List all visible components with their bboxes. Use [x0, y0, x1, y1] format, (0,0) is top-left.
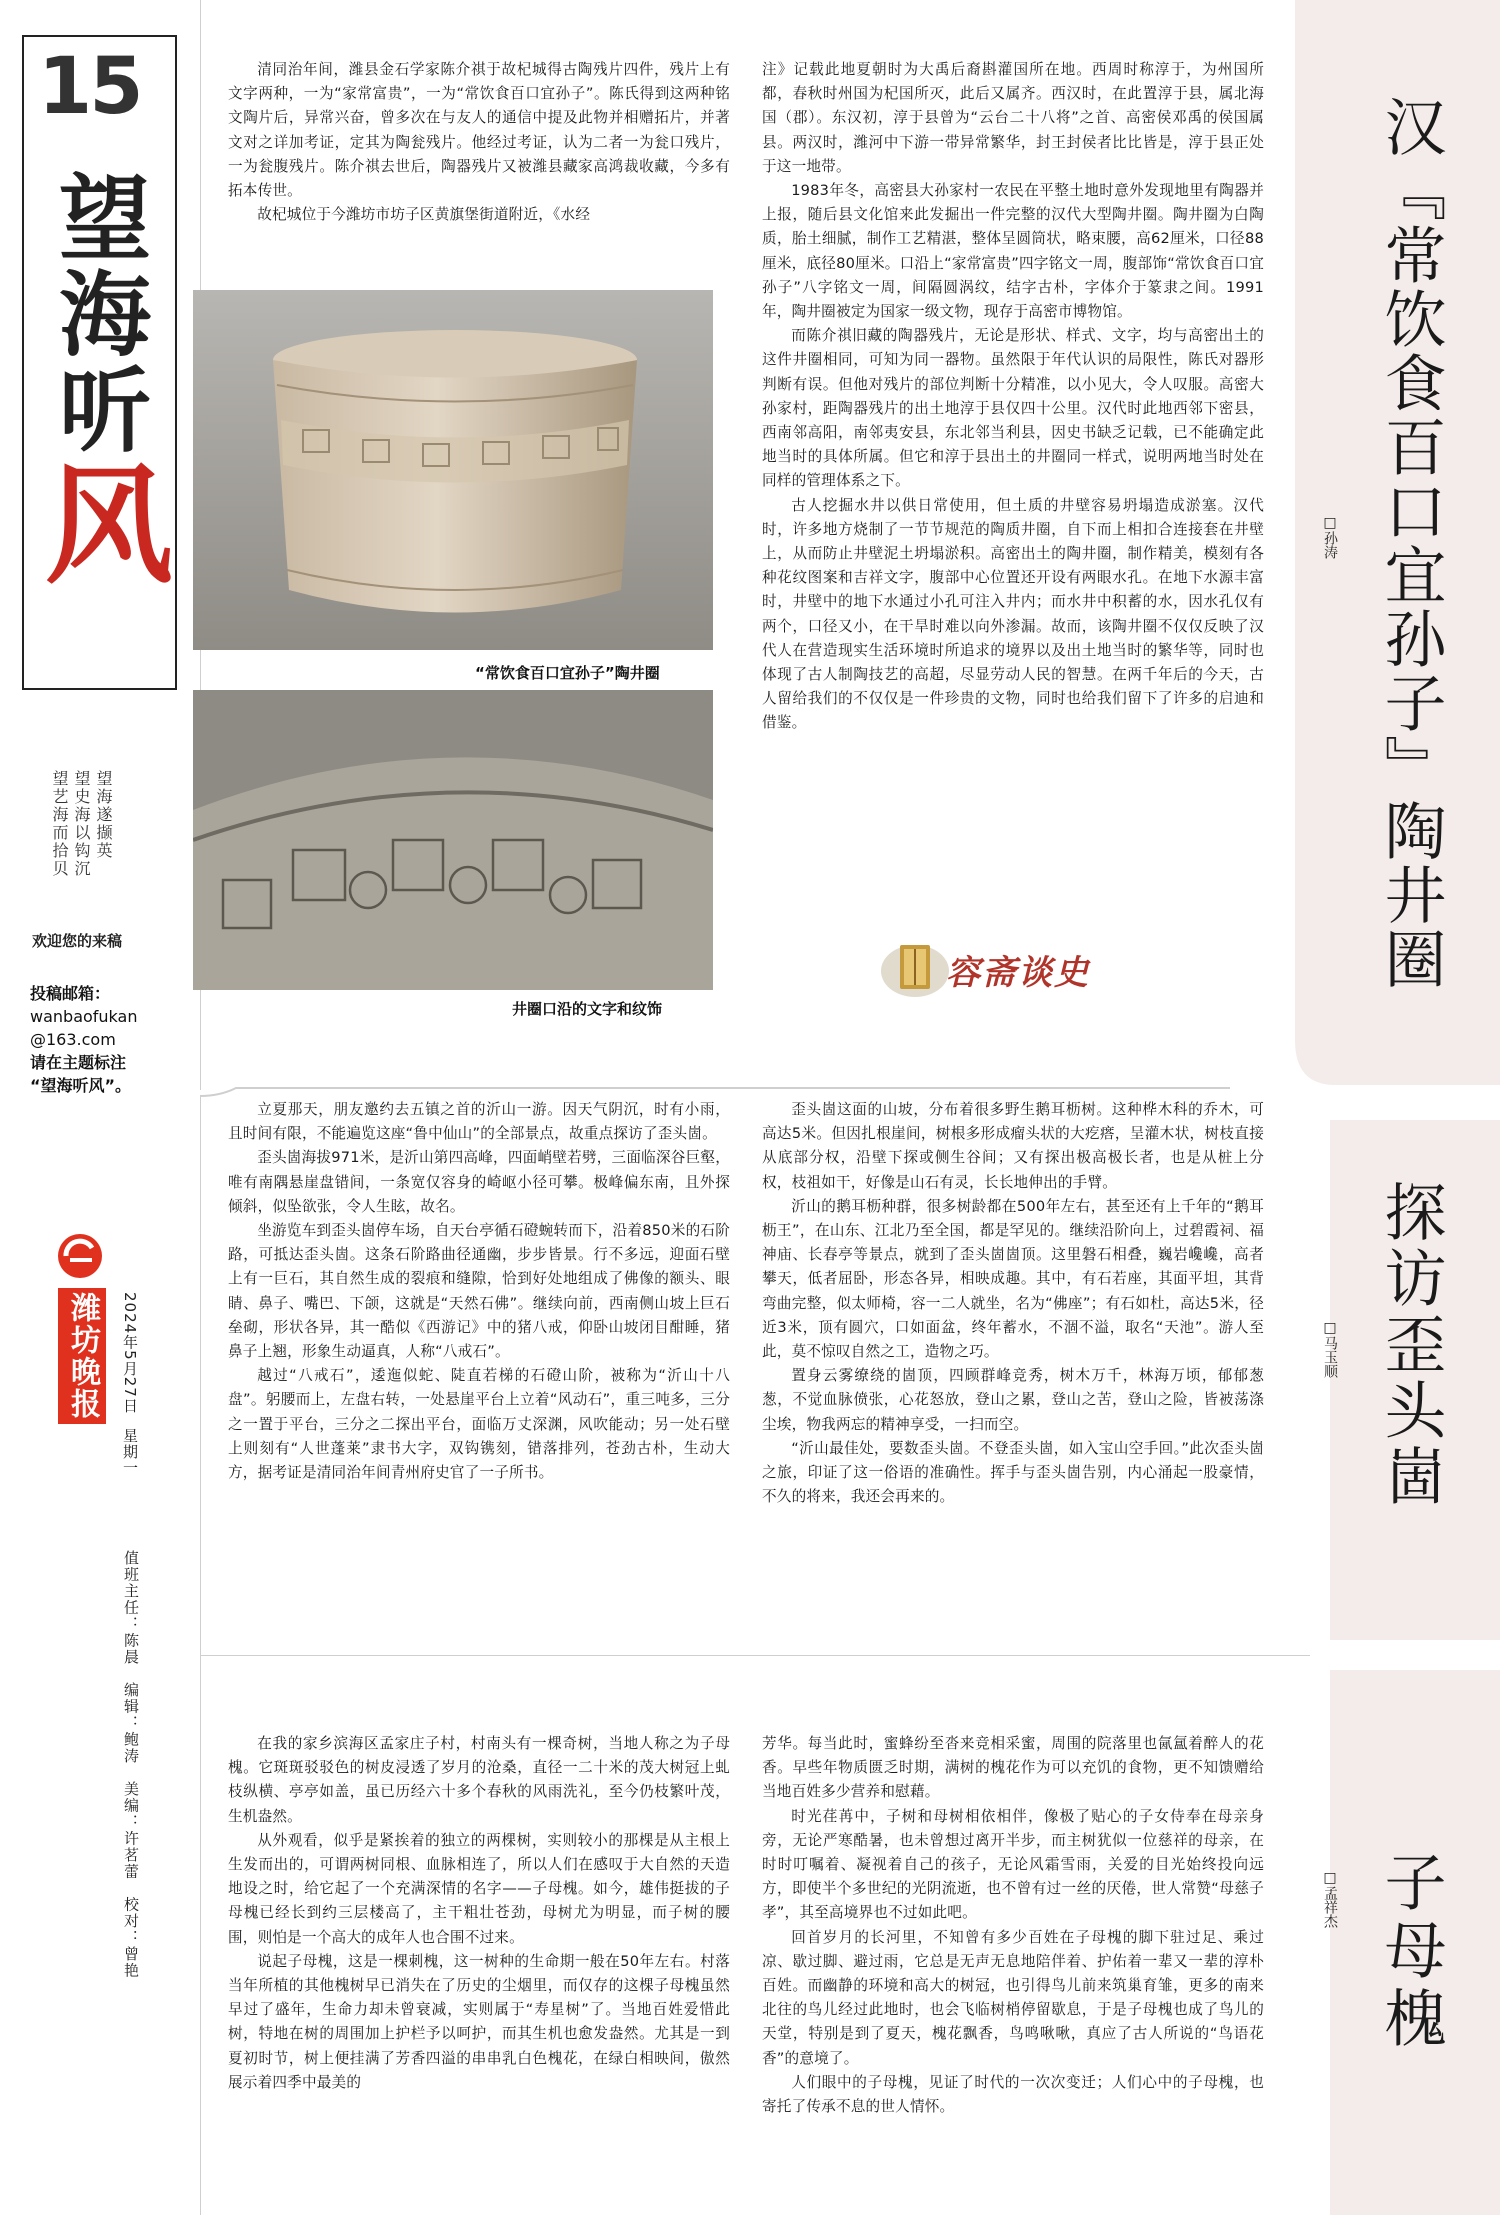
section-separator — [200, 1040, 1300, 1100]
article3-para: 芳华。每当此时，蜜蜂纷至沓来竞相采蜜，周围的院落里也氤氲着醉人的花香。早些年物质匮乏时期，满树的槐花作为可以充饥的食物，更不知馈赠给当地百姓多少营养和慰藉。 — [762, 1735, 1264, 1801]
article2-body-left — [228, 1098, 730, 1485]
note-line: 请在主题标注 — [30, 1053, 127, 1072]
motto-line: 望艺海而拾贝 — [50, 770, 69, 878]
article2-para: 歪头崮这面的山坡，分布着很多野生鹅耳枥树。这种桦木科的乔木，可高达5米。但因扎根崖间，树根多形成瘤头状的大疙瘩，呈灌木状，树枝直接从底部分权，沿壁下探或侧生谷间；又有探出极高极长者，也是从桩上分权，枝祖如干，好像是山石有灵，长长地伸出的手臂。 — [762, 1101, 1264, 1191]
paper-logo — [52, 1230, 112, 1430]
photo2-caption: 井圈口沿的文字和纹饰 — [512, 1000, 663, 1018]
article1-para: 注》记载此地夏朝时为大禹后裔斟灌国所在地。西周时称淳于，为州国所都，春秋时州国为杞国所灭，此后又属齐。西汉时，在此置淳于县，属北海国（郡）。东汉初，淳于县曾为“云台二十八将”之首、高密侯邓禹的侯国属县。两汉时，潍河中下游一带异常繁华，封王封侯者比比皆是，淳于县正处于这一地带。 — [762, 61, 1264, 175]
article3-para: 说起子母槐，这是一棵刺槐，这一树种的生命期一般在50年左右。村落当年所植的其他槐树早已消失在了历史的尘烟里，而仅存的这棵子母槐虽然早过了盛年，生命力却未曾衰减，实则属于“寿星树”了。当地百姓爱惜此树，特地在树的周围加上护栏予以呵护，而其生机也愈发盎然。尤其是一到夏初时节，树上便挂满了芳香四溢的串串乳白色槐花，在绿白相映间，傲然展示着四季中最美的 — [228, 1952, 730, 2091]
article3-para: 时光荏苒中，子树和母树相依相伴，像极了贴心的子女侍奉在母亲身旁，无论严寒酷暑，也未曾想过离开半步，而主树犹似一位慈祥的母亲，在时时叮嘱着、凝视着自己的孩子，无论风霜雪雨，关爱的目光始终投向远方，即使半个多世纪的光阴流逝，也不曾有过一丝的厌倦，世人常赞“母慈子孝”，其至高境界也不过如此吧。 — [762, 1807, 1264, 1922]
article2-author: □马玉顺 — [1322, 1320, 1338, 1378]
article3-title: 子母槐 — [1374, 1850, 1447, 2054]
article2-para: 越过“八戒石”，逶迤似蛇、陡直若梯的石磴山阶，被称为“沂山十八盘”。躬腰而上，左盘右转，一处悬崖平台上立着“风动石”，重三吨多，三分之一置于平台，三分之二探出平台，面临万丈深渊，风吹能动；另一处石壁上则刻有“人世蓬莱”隶书大字，双钩镌刻，错落排列，苍劲古朴，生动大方，据考证是清同治年间青州府史官了一子所书。 — [228, 1367, 730, 1482]
submission-info — [30, 982, 180, 1097]
section-rule — [200, 1655, 1310, 1656]
note-line: “望海听风”。 — [30, 1076, 132, 1095]
email-line[interactable]: wanbaofukan — [30, 1007, 138, 1026]
article2-para: 立夏那天，朋友邀约去五镇之首的沂山一游。因天气阴沉，时有小雨，且时间有限，不能遍览这座“鲁中仙山”的全部景点，故重点探访了歪头崮。 — [228, 1101, 730, 1143]
article1-para: 古人挖掘水井以供日常使用，但土质的井壁容易坍塌造成淤塞。汉代时，许多地方烧制了一节节规范的陶质井圈，自下而上相扣合连接套在井壁上，从而防止井壁泥土坍塌淤积。高密出土的陶井圈，制作精美，模刻有各种花纹图案和吉祥文字，腹部中心位置还开设有两眼水孔。在地下水源丰富时，井壁中的地下水通过小孔可注入井内；而水井中积蓄的水，因水孔仅有两个，口径又小，在干旱时难以向外渗漏。故而，该陶井圈不仅仅反映了汉代人在营造现实生活环境时所追求的境界以及出土地当时的繁华等，同时也体现了古人制陶技艺的高超，尽显劳动人民的智慧。在两千年后的今天，古人留给我们的不仅仅是一件珍贵的文物，同时也给我们留下了许多的启迪和借鉴。 — [762, 496, 1264, 732]
article1-banner-curve — [1290, 1000, 1500, 1120]
motto-line: 望海遂撷英 — [94, 770, 113, 860]
article1-para: 清同治年间，潍县金石学家陈介祺于故杞城得古陶残片四件，残片上有文字两种，一为“家常富贵”，一为“常饮食百口宜孙子”。陈氏得到这两种铭文陶片后，异常兴奋，曾多次在与友人的通信中提及此物并相赠拓片，并著文对之详加考证，定其为陶瓮残片。他经过考证，认为二者一为瓮口残片，一为瓮腹残片。陈介祺去世后，陶器残片又被潍县藏家高鸿裁收藏，今多有拓本传世。 — [228, 61, 730, 200]
article3-body-right — [762, 1732, 1264, 2119]
article3-para: 人们眼中的子母槐，见证了时代的一次次变迁；人们心中的子母槐，也寄托了传承不息的世人情怀。 — [762, 2073, 1264, 2116]
staff-line: 值班主任：陈晨 编辑：鲍涛 美编：许茗蕾 校对：曾艳 — [122, 1550, 140, 1979]
article3-body-left — [228, 1732, 730, 2095]
motto-line: 望史海以钩沉 — [72, 770, 91, 878]
article1-para: 1983年冬，高密县大孙家村一农民在平整土地时意外发现地里有陶器并上报，随后县文化馆来此发掘出一件完整的汉代大型陶井圈。陶井圈为白陶质，胎土细腻，制作工艺精湛，整体呈圆筒状，略束腰，高62厘米，口径88厘米，底径80厘米。口沿上“家常富贵”四字铭文一周，腹部饰“常饮食百口宜孙子”八字铭文一周，间隔圆涡纹，结字古朴，字体介于篆隶之间。1991年，陶井圈被定为国家一级文物，现存于高密市博物馆。 — [762, 182, 1264, 321]
well-rim-photo — [193, 690, 713, 990]
article2-para: 置身云雾缭绕的崮顶，四顾群峰竞秀，树木万千，林海万顷，郁郁葱葱，不觉血脉偾张，心花怒放，登山之累，登山之苦，登山之险，皆被荡涤尘埃，物我两忘的精神享受，一扫而空。 — [762, 1367, 1264, 1433]
article3-para: 在我的家乡滨海区孟家庄子村，村南头有一棵奇树，当地人称之为子母槐。它斑斑驳驳色的树皮浸透了岁月的沧桑，直径一二十米的茂大树冠上虬枝纵横、亭亭如盖，虽已历经六十多个春秋的风雨洗礼，至今仍枝繁叶茂，生机盎然。 — [228, 1735, 730, 1825]
article1-para: 故杞城位于今潍坊市坊子区黄旗堡街道附近，《水经 — [257, 206, 591, 224]
issue-date: 2024年5月27日 — [121, 1292, 139, 1414]
column-logo — [880, 935, 1150, 1005]
article2-para: “沂山最佳处，要数歪头崮。不登歪头崮，如入宝山空手回。”此次歪头崮之旅，印证了这一俗语的准确性。挥手与歪头崮告别，内心涌起一股豪情，不久的将来，我还会再来的。 — [762, 1439, 1264, 1506]
section-name — [23, 170, 173, 590]
welcome-text: 欢迎您的来稿 — [32, 932, 123, 950]
article3-author: □孟祥杰 — [1322, 1870, 1338, 1928]
article1-body — [762, 58, 1264, 736]
article2-body-right — [762, 1098, 1264, 1509]
paper-name: 潍坊晚报 — [58, 1288, 106, 1424]
article2-para: 沂山的鹅耳枥种群，很多树龄都在500年左右，甚至还有上千年的“鹅耳枥王”，在山东、江北乃至全国，都是罕见的。继续沿阶向上，过碧霞祠、福神庙、长春亭等景点，就到了歪头崮崮顶。这里磐石相叠，巍岩巉巉，高者攀天，低者屈卧，形态各异，相映成趣。其中，有石若座，其面平坦，其背弯曲完整，似太师椅，容一二人就坐，名为“佛座”；有石如杜，高达5米，径近3米，顶有圆穴，口如面盆，终年蓄水，不涸不溢，取名“天池”。游人至此，莫不惊叹自然之工，造物之巧。 — [762, 1197, 1264, 1361]
article1-author: □孙涛 — [1322, 515, 1338, 559]
submit-label: 投稿邮箱： — [30, 984, 111, 1003]
article1-title: 汉『常饮食百口宜孙子』陶井圈 — [1374, 95, 1447, 991]
article2-para: 歪头崮海拔971米，是沂山第四高峰，四面峭壁若劈，三面临深谷巨壑，唯有南隅悬崖盘错间，一条宽仅容身的崎岖小径可攀。极峰偏东南，且外探倾斜，似坠欲张，令人生眩，故名。 — [228, 1149, 730, 1215]
well-rim-image — [193, 690, 713, 990]
page-number: 15 — [38, 42, 141, 132]
email-line[interactable]: @163.com — [30, 1030, 116, 1049]
section-name-main: 望海听 — [44, 170, 152, 458]
date-line — [120, 1292, 141, 1476]
article3-para: 回首岁月的长河里，不知曾有多少百姓在子母槐的脚下驻过足、乘过凉、歇过脚、避过雨，它总是无声无息地陪伴着、护佑着一辈又一辈的淳朴百姓。而幽静的环境和高大的树冠，也引得鸟儿前来筑巢育雏，更多的南来北往的鸟儿经过此地时，也会飞临树梢停留歇息，于是子母槐也成了鸟儿的天堂，特别是到了夏天，槐花飘香，鸟鸣啾啾，真应了古人所说的“鸟语花香”的意境了。 — [762, 1928, 1264, 2067]
photo1-caption: “常饮食百口宜孙子”陶井圈 — [475, 664, 660, 682]
article1-para: 而陈介祺旧藏的陶器残片，无论是形状、样式、文字，均与高密出土的这件井圈相同，可知为同一器物。虽然限于年代认识的局限性，陈氏对器形判断有误。但他对残片的部位判断十分精准，以小见大，令人叹服。高密大孙家村，距陶器残片的出土地淳于县仅四十公里。汉代时此地西邻下密县，西南邻高阳，南邻夷安县，东北邻当利县，因史书缺乏记载，已不能确定此地当时的具体所属。但它和淳于县出土的井圈同一样式，说明两地当时处在同样的管理体系之下。 — [762, 327, 1264, 490]
column-logo-text: 容斋谈史 — [946, 953, 1090, 993]
well-ring-photo — [193, 290, 713, 650]
article2-title: 探访歪头崮 — [1374, 1180, 1447, 1510]
well-ring-image — [193, 290, 713, 650]
column-logo-icon — [880, 935, 950, 1001]
weekday: 星期一 — [121, 1427, 139, 1476]
motto — [48, 770, 114, 900]
paper-logo-icon — [52, 1230, 112, 1280]
article1-intro — [228, 58, 730, 227]
section-name-accent: 风 — [23, 458, 173, 590]
article2-para: 坐游览车到歪头崮停车场，自天台亭循石磴蜿转而下，沿着850米的石阶路，可抵达歪头崮。这条石阶路曲径通幽，步步皆景。行不多远，迎面石壁上有一巨石，其自然生成的裂痕和缝隙，恰到好处地组成了佛像的额头、眼睛、鼻子、嘴巴、下颌，这就是“天然石佛”。继续向前，西南侧山坡上巨石垒砌，形状各异，其一酷似《西游记》中的猪八戒，仰卧山坡闭目酣睡，猪鼻子上翘，形象生动逼真，人称“八戒石”。 — [228, 1222, 730, 1361]
article3-para: 从外观看，似乎是紧挨着的独立的两棵树，实则较小的那棵是从主根上生发而出的，可谓两树同根、血脉相连了，所以人们在感叹于大自然的天造地设之时，给它起了一个充满深情的名字——子母槐。如今，雄伟挺拔的子母槐已经长到约三层楼高了，主干粗壮苍劲，母树尤为明显，而子树的腰围，则怕是一个高大的成年人也合围不过来。 — [228, 1831, 730, 1946]
